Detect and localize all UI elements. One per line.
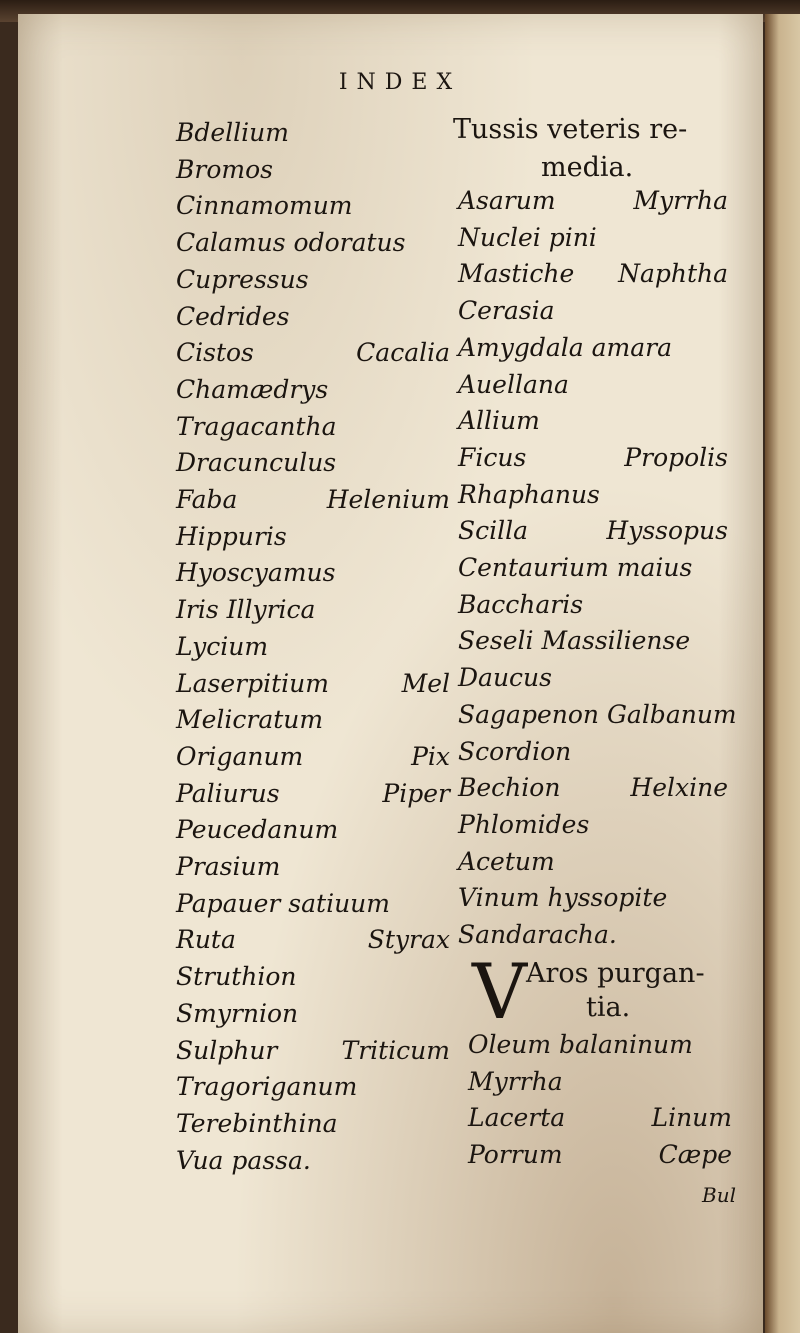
index-entry: Lacerta bbox=[468, 1103, 566, 1133]
index-entry: Allium bbox=[458, 406, 540, 436]
index-entry: Smyrnion bbox=[176, 998, 299, 1028]
index-entry: Tragoriganum bbox=[176, 1072, 358, 1102]
index-entry: Bdellium bbox=[176, 118, 289, 147]
index-entry: Nuclei pini bbox=[458, 222, 597, 252]
index-entry: Vinum hyssopite bbox=[458, 883, 668, 913]
index-entry-side: Linum bbox=[651, 1103, 732, 1133]
index-entry-side: Helxine bbox=[630, 773, 728, 803]
index-entry: Terebinthina bbox=[176, 1108, 338, 1138]
index-entry: Iris Illyrica bbox=[176, 595, 316, 625]
index-entry: Ruta bbox=[176, 925, 236, 955]
index-entry: Tragacantha bbox=[176, 411, 337, 441]
right-heading-1-line2: media. bbox=[541, 152, 634, 183]
index-entry-side: Naphtha bbox=[618, 259, 728, 289]
index-entry: Mastiche bbox=[458, 259, 575, 289]
index-entry: Myrrha bbox=[468, 1066, 563, 1096]
index-entry: Sagapenon Galbanum bbox=[458, 699, 737, 729]
index-entry: Cupressus bbox=[176, 264, 309, 294]
index-entry: Calamus odoratus bbox=[176, 228, 406, 258]
page-header: INDEX bbox=[338, 70, 462, 95]
adjacent-page-edge bbox=[765, 14, 800, 1333]
index-entry: Papauer satiuum bbox=[176, 888, 390, 918]
index-entry: Oleum balaninum bbox=[468, 1030, 693, 1059]
right-heading-2-line2: tia. bbox=[586, 992, 631, 1023]
index-entry-side: Pix bbox=[411, 741, 450, 771]
index-entry: Cerasia bbox=[458, 296, 555, 326]
index-entry: Peucedanum bbox=[176, 815, 339, 845]
index-entry: Vua passa. bbox=[176, 1145, 311, 1175]
right-heading-1-line1: Tussis veteris re- bbox=[453, 114, 688, 145]
catchword: Bul bbox=[702, 1183, 736, 1207]
drop-cap: V bbox=[472, 947, 527, 1036]
index-entry: Dracunculus bbox=[176, 448, 337, 478]
index-entry: Hippuris bbox=[176, 521, 287, 551]
index-entry-side: Helenium bbox=[326, 485, 450, 514]
index-entry: Struthion bbox=[176, 962, 297, 992]
index-entry-side: Hyssopus bbox=[606, 516, 728, 546]
index-entry: Asarum bbox=[458, 186, 556, 215]
index-entry: Cedrides bbox=[176, 301, 290, 331]
index-entry: Amygdala amara bbox=[458, 332, 673, 362]
index-entry: Daucus bbox=[458, 663, 552, 693]
index-entry-side: Myrrha bbox=[633, 186, 728, 215]
index-entry: Porrum bbox=[468, 1140, 563, 1170]
index-entry: Bechion bbox=[458, 773, 561, 803]
index-entry: Chamædrys bbox=[176, 374, 329, 404]
index-entry-side: Styrax bbox=[367, 925, 450, 955]
index-entry-side: Cacalia bbox=[356, 338, 450, 368]
index-entry: Phlomides bbox=[458, 809, 590, 839]
right-heading-2-line1: Aros purgan- bbox=[526, 958, 705, 989]
index-entry: Baccharis bbox=[458, 589, 584, 619]
index-entry: Ficus bbox=[458, 442, 527, 472]
index-entry: Prasium bbox=[176, 852, 281, 881]
index-entry-side: Piper bbox=[382, 778, 450, 808]
index-entry-side: Mel bbox=[401, 668, 450, 698]
index-entry: Cinnamomum bbox=[176, 191, 353, 221]
index-entry: Cistos bbox=[176, 338, 254, 368]
index-entry: Rhaphanus bbox=[458, 479, 600, 509]
index-entry: Faba bbox=[176, 485, 238, 514]
index-entry-side: Triticum bbox=[341, 1035, 450, 1065]
index-entry: Auellana bbox=[458, 369, 569, 399]
index-entry-side: Cæpe bbox=[658, 1140, 732, 1170]
index-entry: Centaurium maius bbox=[458, 553, 693, 582]
index-entry-side: Propolis bbox=[624, 442, 728, 472]
index-entry: Origanum bbox=[176, 741, 304, 771]
index-entry: Hyoscyamus bbox=[176, 558, 336, 588]
index-entry: Laserpitium bbox=[176, 668, 329, 698]
index-entry: Acetum bbox=[458, 846, 555, 876]
index-entry: Bromos bbox=[176, 154, 273, 184]
index-entry: Paliurus bbox=[176, 778, 280, 808]
index-entry: Melicratum bbox=[176, 705, 324, 735]
index-entry: Scilla bbox=[458, 516, 529, 546]
index-entry: Sandaracha. bbox=[458, 920, 617, 949]
index-entry: Sulphur bbox=[176, 1035, 278, 1065]
index-entry: Lycium bbox=[176, 631, 269, 661]
index-entry: Seseli Massiliense bbox=[458, 626, 691, 656]
index-entry: Scordion bbox=[458, 736, 572, 766]
